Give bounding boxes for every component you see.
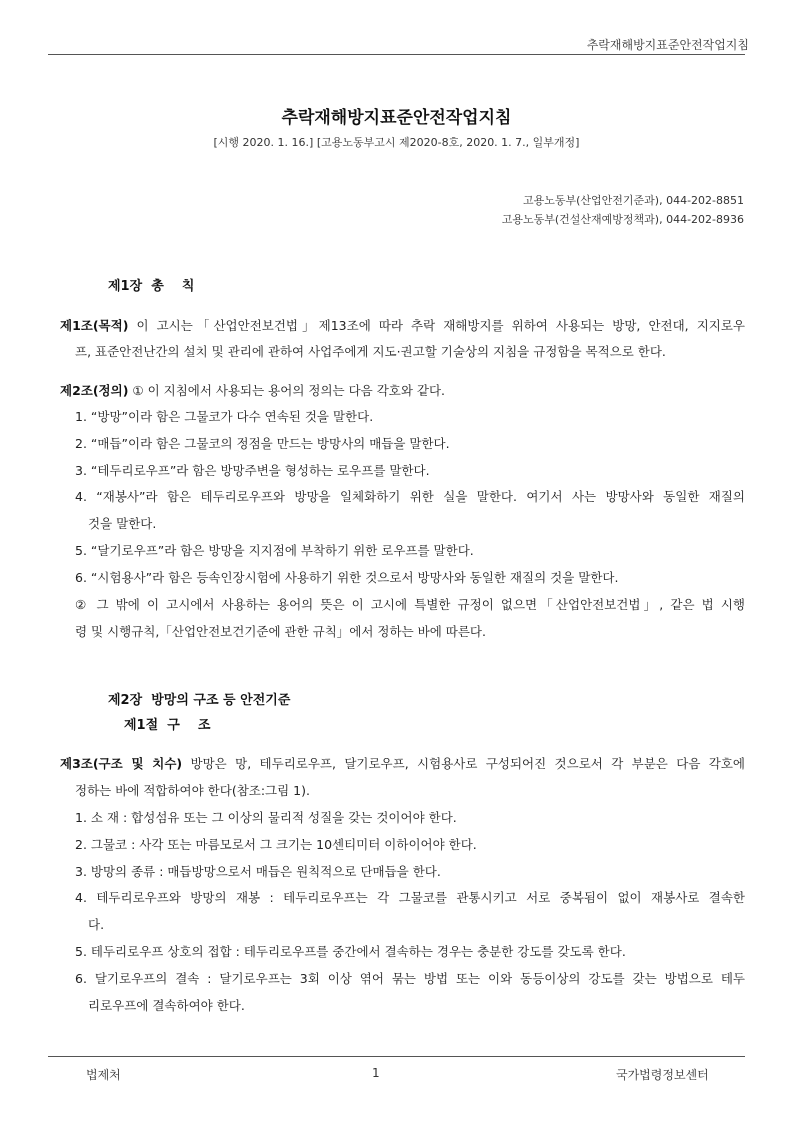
contact-line-2: 고용노동부(건설산재예방정책과), 044-202-8936 bbox=[501, 213, 744, 226]
article-3-item-1: 1. 소 재 : 합성섬유 또는 그 이상의 물리적 성질을 갖는 것이어야 한다. bbox=[75, 810, 457, 825]
article-3-item-4-line-1: 4. 테두리로우프와 방망의 재봉 : 테두리로우프는 각 그물코를 관통시키고 서로 중복됨이 없이 재봉사로 결속한 bbox=[75, 890, 745, 905]
article-1-text: 이 고시는「산업안전보건법」제13조에 따라 추락 재해방지를 위하여 사용되는 방망, 안전대, 지지로우 bbox=[128, 318, 745, 333]
article-3-line-1 bbox=[60, 754, 745, 772]
chapter-1-heading: 제1장 총 칙 bbox=[108, 279, 195, 294]
footer-publisher: 법제처 bbox=[86, 1068, 121, 1082]
article-2-item-1: 1. “방망”이라 함은 그물코가 다수 연속된 것을 말한다. bbox=[75, 409, 374, 424]
article-1-line-1 bbox=[60, 316, 745, 334]
article-3-item-6-line-2: 리로우프에 결속하여야 한다. bbox=[88, 998, 245, 1013]
article-3-text: 방망은 망, 테두리로우프, 달기로우프, 시험용사로 구성되어진 것으로서 각 부분은 다음 각호에 bbox=[182, 756, 745, 771]
footer-source: 국가법령정보센터 bbox=[616, 1068, 709, 1082]
article-3-heading: 제3조(구조 및 치수) bbox=[60, 756, 183, 771]
page-number: 1 bbox=[372, 1066, 380, 1080]
article-2-item-4-line-1: 4. “재봉사”라 함은 테두리로우프와 방망을 일체화하기 위한 실을 말한다. 여기서 사는 방망사와 동일한 재질의 bbox=[75, 489, 745, 504]
article-2-para-2-line-1: ② 그 밖에 이 고시에서 사용하는 용어의 뜻은 이 고시에 특별한 규정이 없으면「산업안전보건법」, 같은 법 시행 bbox=[75, 597, 745, 612]
article-3-item-5: 5. 테두리로우프 상호의 접합 : 테두리로우프를 중간에서 결속하는 경우는 충분한 강도를 갖도록 한다. bbox=[75, 944, 626, 959]
header-rule bbox=[48, 54, 745, 55]
contact-line-1: 고용노동부(산업안전기준과), 044-202-8851 bbox=[522, 194, 744, 207]
article-2-item-4-line-2: 것을 말한다. bbox=[88, 516, 157, 531]
article-3-line-2: 정하는 바에 적합하여야 한다(참조:그림 1). bbox=[75, 783, 310, 798]
running-header: 추락재해방지표준안전작업지침 bbox=[586, 38, 749, 52]
article-2-para-2-line-2: 령 및 시행규칙,「산업안전보건기준에 관한 규칙」에서 정하는 바에 따른다. bbox=[75, 624, 486, 639]
document-subtitle: [시행 2020. 1. 16.] [고용노동부고시 제2020-8호, 2020. 1. 7., 일부개정] bbox=[213, 136, 580, 149]
article-1-line-2: 프, 표준안전난간의 설치 및 관리에 관하여 사업주에게 지도·권고할 기술상의 지침을 규정함을 목적으로 한다. bbox=[75, 344, 666, 359]
article-3-item-2: 2. 그물코 : 사각 또는 마름모로서 그 크기는 10센티미터 이하이어야 한다. bbox=[75, 837, 477, 852]
chapter-2-heading: 제2장 방망의 구조 등 안전기준 bbox=[108, 693, 291, 708]
article-2-item-3: 3. “테두리로우프”라 함은 방망주변을 형성하는 로우프를 말한다. bbox=[75, 463, 430, 478]
article-2-item-5: 5. “달기로우프”라 함은 방망을 지지점에 부착하기 위한 로우프를 말한다. bbox=[75, 543, 474, 558]
footer-rule bbox=[48, 1056, 745, 1057]
section-1-heading: 제1절 구 조 bbox=[124, 718, 211, 733]
article-2-item-6: 6. “시험용사”라 함은 등속인장시험에 사용하기 위한 것으로서 방망사와 동일한 재질의 것을 말한다. bbox=[75, 570, 619, 585]
article-2-item-2: 2. “매듭”이라 함은 그물코의 정점을 만드는 방망사의 매듭을 말한다. bbox=[75, 436, 450, 451]
article-3-item-6-line-1: 6. 달기로우프의 결속 : 달기로우프는 3회 이상 엮어 묶는 방법 또는 이와 동등이상의 강도를 갖는 방법으로 테두 bbox=[75, 971, 745, 986]
article-2-heading: 제2조(정의) bbox=[60, 383, 129, 398]
article-2-intro: ① 이 지침에서 사용되는 용어의 정의는 다음 각호와 같다. bbox=[128, 383, 446, 398]
article-2-line-1 bbox=[60, 381, 445, 399]
article-3-item-3: 3. 방망의 종류 : 매듭방망으로서 매듭은 원칙적으로 단매듭을 한다. bbox=[75, 864, 441, 879]
document-title: 추락재해방지표준안전작업지침 bbox=[281, 108, 512, 128]
article-1-heading: 제1조(목적) bbox=[60, 318, 129, 333]
article-3-item-4-line-2: 다. bbox=[88, 917, 105, 932]
